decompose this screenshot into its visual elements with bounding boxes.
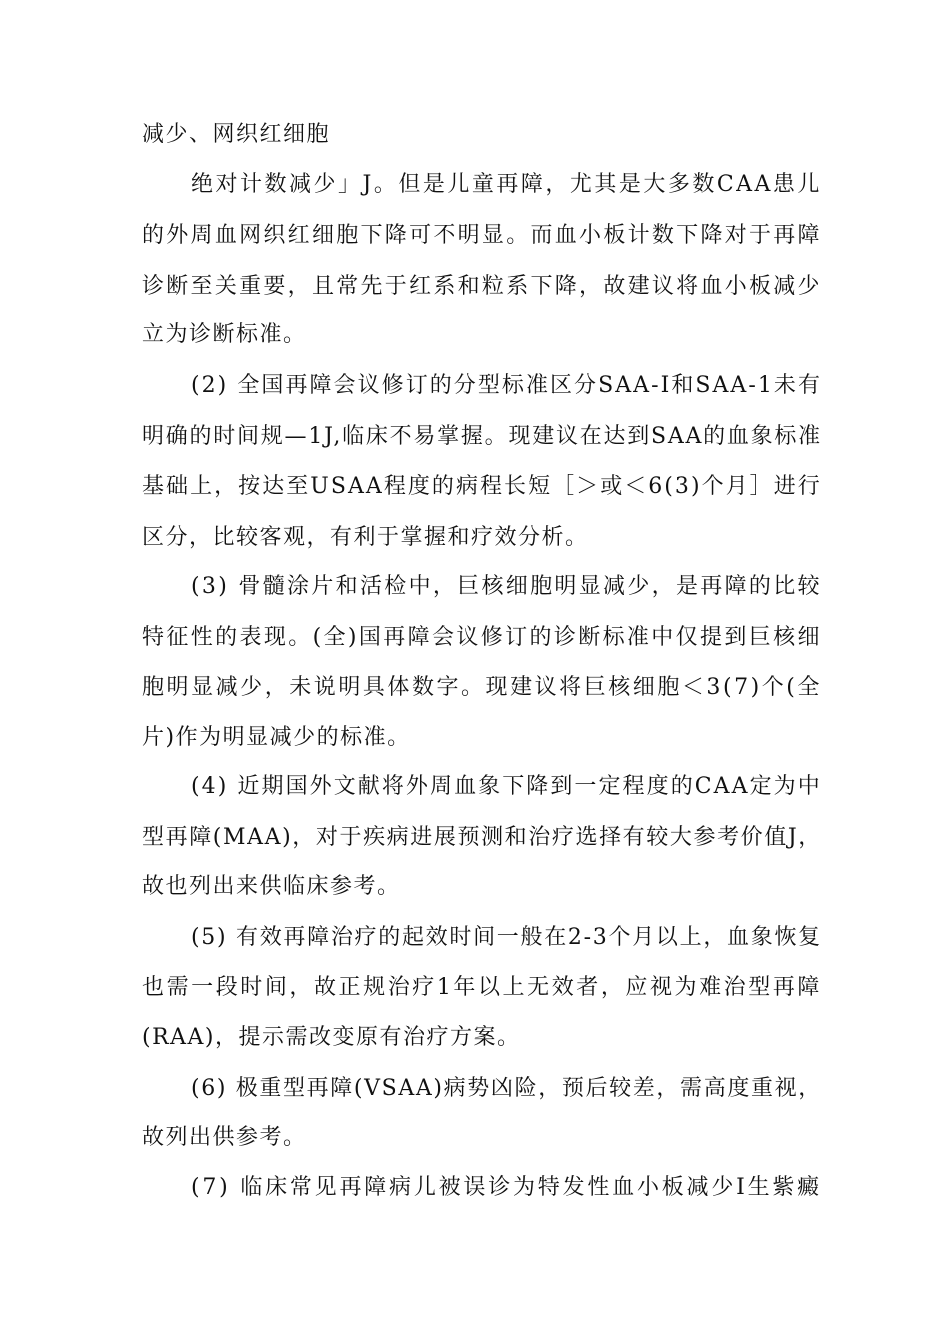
text-line: 胞明显减少，未说明具体数字。现建议将巨核细胞＜3(7)个(全: [142, 675, 822, 700]
text-line: (5) 有效再障治疗的起效时间一般在2-3个月以上，血象恢复: [191, 925, 822, 950]
text-line: (7) 临床常见再障病儿被误诊为特发性血小板减少I生紫癜: [191, 1175, 822, 1200]
text-line: (4) 近期国外文献将外周血象下降到一定程度的CAA定为中: [191, 774, 822, 799]
text-line: 明确的时间规—1J,临床不易掌握。现建议在达到SAA的血象标准: [142, 424, 822, 449]
text-line: 故也列出来供临床参考。: [142, 874, 401, 899]
text-line: 也需一段时间，故正规治疗1年以上无效者，应视为难治型再障: [142, 975, 822, 1000]
text-line: 特征性的表现。(全)国再障会议修订的诊断标准中仅提到巨核细: [142, 625, 822, 650]
text-line: (2) 全国再障会议修订的分型标准区分SAA-I和SAA-1未有: [191, 373, 823, 398]
text-line: 减少、网织红细胞: [142, 122, 331, 147]
text-line: 基础上，按达至USAA程度的病程长短［＞或＜6(3)个月］进行: [142, 474, 822, 499]
text-line: 立为诊断标准。: [142, 322, 307, 347]
text-line: 故列出供参考。: [142, 1125, 307, 1150]
text-line: 的外周血网织红细胞下降可不明显。而血小板计数下降对于再障: [142, 223, 822, 248]
text-line: (3) 骨髓涂片和活检中，巨核细胞明显减少，是再障的比较: [191, 574, 822, 599]
text-line: (RAA)，提示需改变原有治疗方案。: [142, 1025, 521, 1050]
text-line: 诊断至关重要，且常先于红系和粒系下降，故建议将血小板减少: [142, 274, 822, 299]
text-line: 区分，比较客观，有利于掌握和疗效分析。: [142, 525, 589, 550]
text-line: 绝对计数减少」J。但是儿童再障，尤其是大多数CAA患儿: [191, 172, 822, 197]
text-line: (6) 极重型再障(VSAA)病势凶险，预后较差，需高度重视，: [191, 1076, 822, 1101]
text-line: 型再障(MAA)，对于疾病进展预测和治疗选择有较大参考价值J，: [142, 825, 822, 850]
text-line: 片)作为明显减少的标准。: [142, 725, 411, 750]
